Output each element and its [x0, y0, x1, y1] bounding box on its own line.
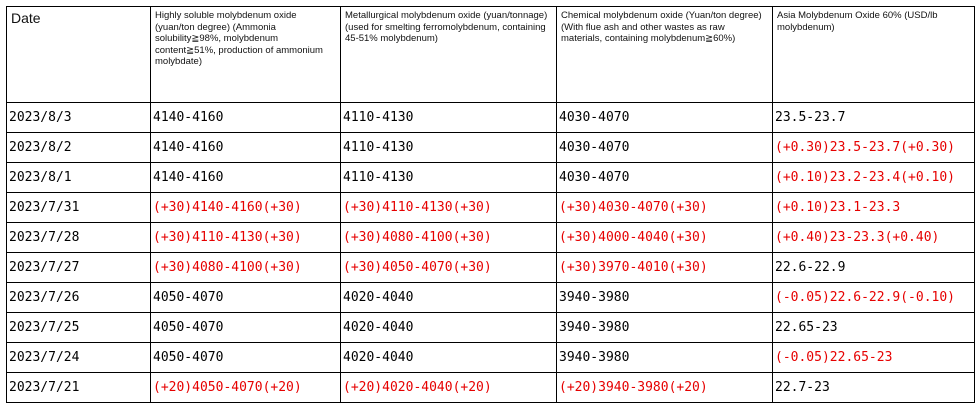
- header-row: [7, 7, 975, 103]
- chemical-cell: 3940-3980: [557, 283, 773, 313]
- date-cell: 2023/7/27: [7, 253, 151, 283]
- highly-soluble-cell: (+30)4140-4160(+30): [151, 193, 341, 223]
- highly-soluble-cell: (+30)4080-4100(+30): [151, 253, 341, 283]
- table-row: [7, 253, 975, 283]
- chemical-cell: (+30)4000-4040(+30): [557, 223, 773, 253]
- molybdenum-price-table: [6, 6, 975, 403]
- asia-oxide-cell: (+0.10)23.2-23.4(+0.10): [773, 163, 975, 193]
- highly-soluble-cell: 4050-4070: [151, 343, 341, 373]
- highly-soluble-cell: 4140-4160: [151, 133, 341, 163]
- chemical-cell: 4030-4070: [557, 133, 773, 163]
- chemical-cell: (+30)4030-4070(+30): [557, 193, 773, 223]
- date-cell: 2023/7/24: [7, 343, 151, 373]
- table-row: [7, 313, 975, 343]
- asia-oxide-cell: (+0.40)23-23.3(+0.40): [773, 223, 975, 253]
- header-date: Date: [7, 7, 151, 103]
- table-row: [7, 343, 975, 373]
- chemical-cell: 4030-4070: [557, 163, 773, 193]
- date-cell: 2023/7/28: [7, 223, 151, 253]
- header-asia-oxide: Asia Molybdenum Oxide 60% (USD/lb molybdenum): [773, 7, 975, 103]
- asia-oxide-cell: 22.7-23: [773, 373, 975, 403]
- metallurgical-cell: (+20)4020-4040(+20): [341, 373, 557, 403]
- header-chemical: Chemical molybdenum oxide (Yuan/ton degree) (With flue ash and other wastes as raw materials, containing molybdenum≧60%): [557, 7, 773, 103]
- date-cell: 2023/8/2: [7, 133, 151, 163]
- metallurgical-cell: 4020-4040: [341, 313, 557, 343]
- table-row: [7, 283, 975, 313]
- table-row: [7, 223, 975, 253]
- header-highly-soluble: Highly soluble molybdenum oxide (yuan/ton degree) (Ammonia solubility≧98%, molybdenum content≧51%, production of ammonium molybdate): [151, 7, 341, 103]
- highly-soluble-cell: 4050-4070: [151, 313, 341, 343]
- chemical-cell: (+30)3970-4010(+30): [557, 253, 773, 283]
- highly-soluble-cell: (+30)4110-4130(+30): [151, 223, 341, 253]
- asia-oxide-cell: (-0.05)22.6-22.9(-0.10): [773, 283, 975, 313]
- table-row: [7, 163, 975, 193]
- asia-oxide-cell: 23.5-23.7: [773, 103, 975, 133]
- date-cell: 2023/7/31: [7, 193, 151, 223]
- asia-oxide-cell: 22.65-23: [773, 313, 975, 343]
- metallurgical-cell: (+30)4080-4100(+30): [341, 223, 557, 253]
- metallurgical-cell: (+30)4110-4130(+30): [341, 193, 557, 223]
- date-cell: 2023/7/26: [7, 283, 151, 313]
- date-cell: 2023/8/3: [7, 103, 151, 133]
- highly-soluble-cell: 4140-4160: [151, 103, 341, 133]
- table-row: [7, 193, 975, 223]
- metallurgical-cell: 4110-4130: [341, 163, 557, 193]
- chemical-cell: 3940-3980: [557, 313, 773, 343]
- chemical-cell: (+20)3940-3980(+20): [557, 373, 773, 403]
- asia-oxide-cell: (-0.05)22.65-23: [773, 343, 975, 373]
- date-cell: 2023/7/21: [7, 373, 151, 403]
- metallurgical-cell: 4020-4040: [341, 343, 557, 373]
- highly-soluble-cell: 4050-4070: [151, 283, 341, 313]
- table-row: [7, 133, 975, 163]
- chemical-cell: 3940-3980: [557, 343, 773, 373]
- asia-oxide-cell: 22.6-22.9: [773, 253, 975, 283]
- asia-oxide-cell: (+0.10)23.1-23.3: [773, 193, 975, 223]
- price-table-container: [6, 6, 975, 403]
- header-metallurgical: Metallurgical molybdenum oxide (yuan/tonnage) (used for smelting ferromolybdenum, containing 45-51% molybdenum): [341, 7, 557, 103]
- table-row: [7, 103, 975, 133]
- asia-oxide-cell: (+0.30)23.5-23.7(+0.30): [773, 133, 975, 163]
- metallurgical-cell: (+30)4050-4070(+30): [341, 253, 557, 283]
- highly-soluble-cell: 4140-4160: [151, 163, 341, 193]
- highly-soluble-cell: (+20)4050-4070(+20): [151, 373, 341, 403]
- metallurgical-cell: 4110-4130: [341, 133, 557, 163]
- date-cell: 2023/8/1: [7, 163, 151, 193]
- chemical-cell: 4030-4070: [557, 103, 773, 133]
- metallurgical-cell: 4110-4130: [341, 103, 557, 133]
- table-row: [7, 373, 975, 403]
- metallurgical-cell: 4020-4040: [341, 283, 557, 313]
- date-cell: 2023/7/25: [7, 313, 151, 343]
